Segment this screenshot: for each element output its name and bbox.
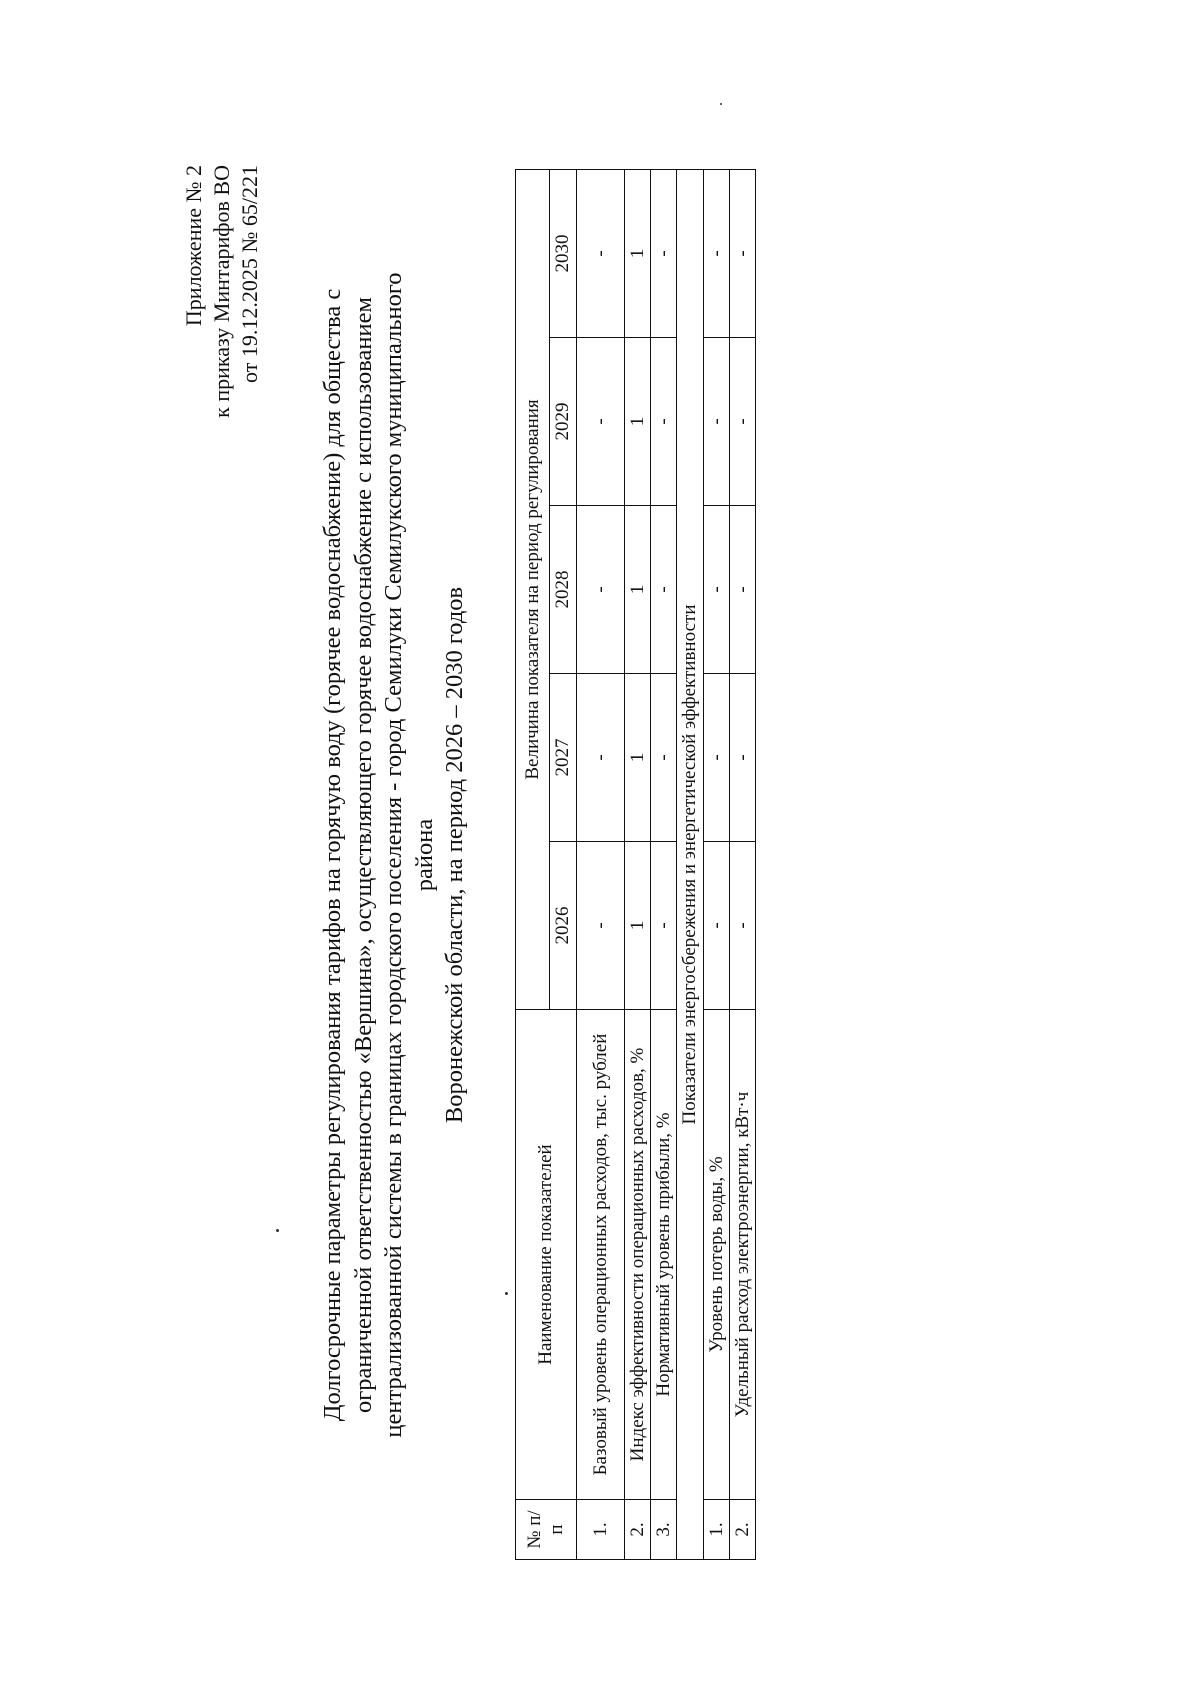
header-year-2028: 2028 xyxy=(550,506,577,674)
header-year-2029: 2029 xyxy=(550,338,577,506)
row-value: - xyxy=(651,338,677,506)
header-year-2030: 2030 xyxy=(550,169,577,337)
row-value: - xyxy=(651,506,677,674)
row-name: Базовый уровень операционных расходов, тыс. рублей xyxy=(577,1010,625,1500)
row-value: - xyxy=(651,842,677,1010)
appendix-block xyxy=(180,165,264,418)
table-row xyxy=(625,169,651,1559)
section-title: Показатели энергосбережения и энергетической эффективности xyxy=(677,169,704,1559)
document-page xyxy=(40,90,1140,1630)
row-num: 1. xyxy=(577,1500,625,1560)
row-value: - xyxy=(704,169,730,337)
row-value: - xyxy=(704,674,730,842)
table-header-row xyxy=(516,169,550,1559)
row-name: Уровень потерь воды, % xyxy=(704,1010,730,1500)
row-name: Удельный расход электроэнергии, кВт·ч xyxy=(730,1010,756,1500)
table-row xyxy=(577,169,625,1559)
scan-speck xyxy=(276,1229,279,1232)
row-num: 2. xyxy=(730,1500,756,1560)
row-value: - xyxy=(704,842,730,1010)
header-year-2027: 2027 xyxy=(550,674,577,842)
row-value: - xyxy=(577,842,625,1010)
appendix-order-date: от 19.12.2025 № 65/221 xyxy=(237,165,262,383)
row-value: - xyxy=(730,674,756,842)
section-row xyxy=(677,169,704,1559)
row-value: 1 xyxy=(625,338,651,506)
row-value: - xyxy=(704,506,730,674)
row-num: 1. xyxy=(704,1500,730,1560)
row-value: 1 xyxy=(625,169,651,337)
row-name: Нормативный уровень прибыли, % xyxy=(651,1010,677,1500)
scan-speck xyxy=(720,103,722,105)
document-title xyxy=(318,250,471,1460)
row-value: - xyxy=(730,506,756,674)
row-num: 3. xyxy=(651,1500,677,1560)
row-name: Индекс эффективности операционных расходов, % xyxy=(625,1010,651,1500)
header-num: № п/п xyxy=(516,1500,577,1560)
appendix-order-ref: к приказу Минтарифов ВО xyxy=(209,165,234,418)
title-line-3: централизованной системы в границах городского поселения - город Семилуки Семилукского муниципального района xyxy=(380,272,438,1438)
title-line-4: Воронежской области, на период 2026 – 2030 годов xyxy=(441,586,468,1124)
header-year-2026: 2026 xyxy=(550,842,577,1010)
row-value: - xyxy=(577,169,625,337)
scan-speck xyxy=(505,1292,508,1295)
row-value: - xyxy=(730,842,756,1010)
title-line-2: ограниченной ответственностью «Вершина», осуществляющего горячее водоснабжение с использованием xyxy=(349,296,377,1414)
row-num: 2. xyxy=(625,1500,651,1560)
row-value: 1 xyxy=(625,842,651,1010)
row-value: - xyxy=(704,338,730,506)
row-value: - xyxy=(651,169,677,337)
table-row xyxy=(704,169,730,1559)
row-value: - xyxy=(577,338,625,506)
row-value: 1 xyxy=(625,674,651,842)
row-value: - xyxy=(730,169,756,337)
header-name: Наименование показателей xyxy=(516,1010,577,1500)
table-row xyxy=(651,169,677,1559)
row-value: 1 xyxy=(625,506,651,674)
row-value: - xyxy=(730,338,756,506)
row-value: - xyxy=(651,674,677,842)
row-value: - xyxy=(577,674,625,842)
title-line-1: Долгосрочные параметры регулирования тарифов на горячую воду (горячее водоснабжение) для общества с xyxy=(319,288,346,1422)
table-row xyxy=(730,169,756,1559)
parameters-table xyxy=(515,169,756,1560)
header-group: Величина показателя на период регулирования xyxy=(516,169,550,1009)
row-value: - xyxy=(577,506,625,674)
appendix-number: Приложение № 2 xyxy=(181,165,206,327)
